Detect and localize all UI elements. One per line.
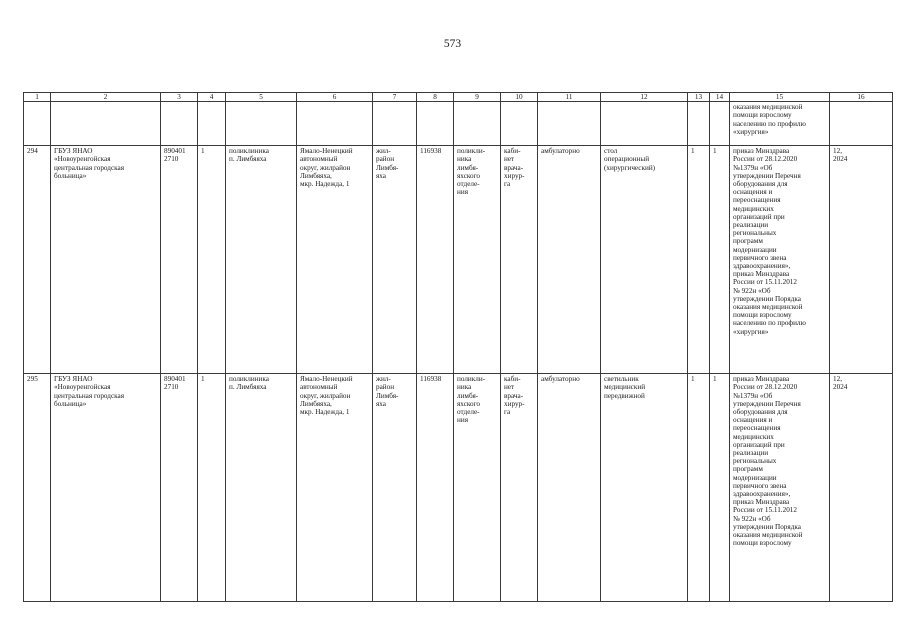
col-number: 5 bbox=[226, 93, 297, 102]
oktmo-cell: 116938 bbox=[417, 374, 454, 602]
col-number: 13 bbox=[688, 93, 710, 102]
legal-basis-cell: приказ Минздрава России от 28.12.2020 №1379н «Об утверждении Перечня оборудования для оснащения и переоснащения медицинских организаций при реализации региональных программ модернизации первичного звена здравоохранения», приказ Минздрава России от 15.11.2012 № 922н «Об утверждении Порядка оказания медицинской помощи взрослому bbox=[730, 374, 830, 602]
department-cell: поликли- ника лимбя- яхского отделе- ния bbox=[454, 374, 501, 602]
period-cell: 12, 2024 bbox=[830, 146, 893, 374]
locality-cell: жил- район Лимбя- яха bbox=[373, 374, 417, 602]
oktmo-cell: 116938 bbox=[417, 146, 454, 374]
period-cell: 12, 2024 bbox=[830, 374, 893, 602]
col-number: 3 bbox=[161, 93, 198, 102]
equipment-cell: светильник медицинский передвижной bbox=[601, 374, 688, 602]
code-cell: 890401 2710 bbox=[161, 146, 198, 374]
col-number: 6 bbox=[297, 93, 373, 102]
col-number: 12 bbox=[601, 93, 688, 102]
col-number: 16 bbox=[830, 93, 893, 102]
facility-cell: поликлиника п. Лимбяяха bbox=[226, 146, 297, 374]
col-number: 9 bbox=[454, 93, 501, 102]
quantity-cell: 1 bbox=[710, 146, 730, 374]
office-cell: каби- нет врача- хирур- га bbox=[501, 146, 538, 374]
count-cell: 1 bbox=[198, 374, 226, 602]
organization-cell: ГБУЗ ЯНАО «Новоуренгойская центральная городская больница» bbox=[51, 374, 161, 602]
address-cell: Ямало-Ненецкий автономный округ, жилрайон Лимбяяха, мкр. Надежда, 1 bbox=[297, 374, 373, 602]
col-number: 14 bbox=[710, 93, 730, 102]
quantity-cell: 1 bbox=[688, 146, 710, 374]
address-cell: Ямало-Ненецкий автономный округ, жилрайон Лимбяяха, мкр. Надежда, 1 bbox=[297, 146, 373, 374]
col-number: 2 bbox=[51, 93, 161, 102]
col-number: 10 bbox=[501, 93, 538, 102]
facility-cell: поликлиника п. Лимбяяха bbox=[226, 374, 297, 602]
count-cell: 1 bbox=[198, 146, 226, 374]
table-row bbox=[24, 374, 893, 602]
column-number-row bbox=[24, 93, 893, 102]
care-type-cell: амбулаторно bbox=[538, 374, 601, 602]
col-number: 4 bbox=[198, 93, 226, 102]
continuation-row bbox=[24, 102, 893, 146]
office-cell: каби- нет врача- хирур- га bbox=[501, 374, 538, 602]
row-number-cell: 294 bbox=[24, 146, 51, 374]
row-number-cell: 295 bbox=[24, 374, 51, 602]
col-number: 15 bbox=[730, 93, 830, 102]
table-row bbox=[24, 146, 893, 374]
col-number: 11 bbox=[538, 93, 601, 102]
col-number: 7 bbox=[373, 93, 417, 102]
equipment-cell: стол операционный (хирургический) bbox=[601, 146, 688, 374]
legal-basis-cell: приказ Минздрава России от 28.12.2020 №1379н «Об утверждении Перечня оборудования для оснащения и переоснащения медицинских организаций при реализации региональных программ модернизации первичного звена здравоохранения», приказ Минздрава России от 15.11.2012 № 922н «Об утверждении Порядка оказания медицинской помощи взрослому населению по профилю «хирургия» bbox=[730, 146, 830, 374]
col-number: 8 bbox=[417, 93, 454, 102]
department-cell: поликли- ника лимбя- яхского отделе- ния bbox=[454, 146, 501, 374]
equipment-table bbox=[23, 92, 893, 602]
legal-basis-cell: оказания медицинской помощи взрослому населению по профилю «хирургия» bbox=[730, 102, 830, 146]
quantity-cell: 1 bbox=[688, 374, 710, 602]
care-type-cell: амбулаторно bbox=[538, 146, 601, 374]
code-cell: 890401 2710 bbox=[161, 374, 198, 602]
col-number: 1 bbox=[24, 93, 51, 102]
page-number: 573 bbox=[443, 38, 462, 50]
quantity-cell: 1 bbox=[710, 374, 730, 602]
locality-cell: жил- район Лимбя- яха bbox=[373, 146, 417, 374]
organization-cell: ГБУЗ ЯНАО «Новоуренгойская центральная городская больница» bbox=[51, 146, 161, 374]
